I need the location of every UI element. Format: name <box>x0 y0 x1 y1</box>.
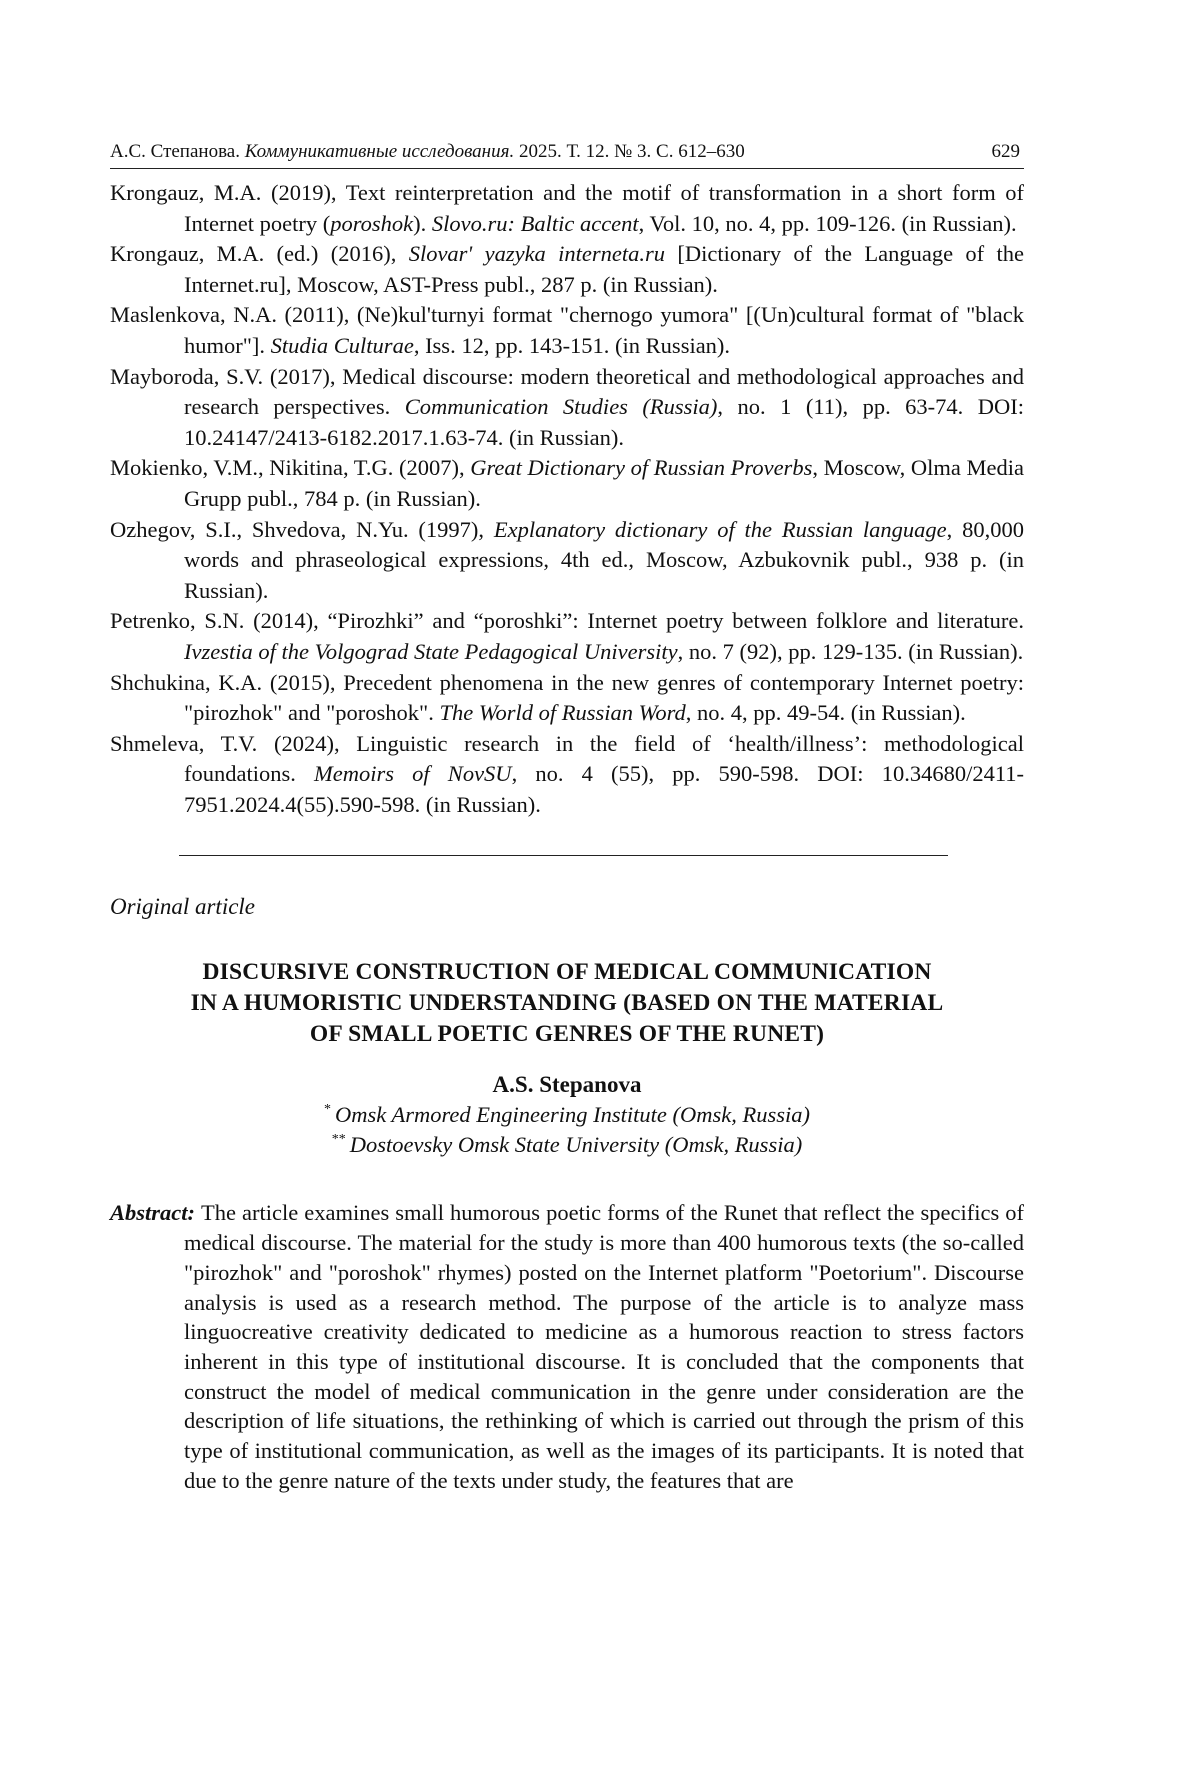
reference-italic: poroshok <box>330 210 414 236</box>
reference-item <box>110 178 1024 239</box>
reference-item <box>110 515 1024 607</box>
affiliation <box>110 1100 1024 1130</box>
reference-text: , 80,000 words and phraseological expressions, 4th ed., Moscow, Azbukovnik publ., 938 p. (in Russian). <box>184 516 1024 603</box>
reference-text: Maslenkova, N.A. (2011), (Ne)kul'turnyi format "chernogo yumora" [(Un)cultural format of "black humor"]. <box>110 302 1024 358</box>
running-head-citation <box>110 140 745 164</box>
reference-text: Krongauz, M.A. (2019), Text reinterpretation and the motif of transformation in a short form of Internet poetry ( <box>110 180 1024 236</box>
reference-source: Studia Culturae <box>270 332 414 358</box>
affiliation <box>110 1130 1024 1160</box>
reference-item <box>110 729 1024 821</box>
title-line: IN A HUMORISTIC UNDERSTANDING (BASED ON THE MATERIAL <box>190 990 944 1017</box>
affiliation-text: Omsk Armored Engineering Institute (Omsk, Russia) <box>335 1102 810 1128</box>
reference-text: Mokienko, V.M., Nikitina, T.G. (2007), <box>110 455 471 481</box>
reference-item <box>110 300 1024 361</box>
reference-item <box>110 606 1024 667</box>
running-head <box>110 140 1024 169</box>
running-head-author: А.С. Степанова. <box>110 141 240 162</box>
journal-page <box>110 140 1024 1496</box>
reference-source: The World of Russian Word <box>439 700 686 726</box>
reference-text: Krongauz, M.A. (ed.) (2016), <box>110 241 409 267</box>
reference-source: Memoirs of NovSU <box>314 761 512 787</box>
running-head-journal: Коммуникативные исследования. <box>244 141 515 162</box>
abstract-text: The article examines small humorous poetic forms of the Runet that reflect the specifics of medical discourse. The material for the study is more than 400 humorous texts (the so-called "pirozhok" and "poroshok" rhymes) posted on the Internet platform "Poetorium". Discourse analysis is used as a research method. The purpose of the article is to analyze mass linguocreative creativity dedicated to medicine as a humorous reaction to stress factors inherent in this type of institutional discourse. It is concluded that the components that construct the model of medical communication in the genre under consideration are the description of life situations, the rethinking of which is carried out through the prism of this type of institutional communication, as well as the images of its participants. It is noted that due to the genre nature of the texts under study, the features that are <box>184 1200 1024 1493</box>
section-divider <box>179 855 948 856</box>
reference-text: , no. 4 (55), pp. 590-598. DOI: 10.34680/2411-7951.2024.4(55).590-598. (in Russian). <box>184 761 1024 817</box>
reference-text: [Dictionary of the Language of the Internet.ru], Moscow, AST-Press publ., 287 p. (in Russian). <box>184 241 1024 297</box>
reference-text: , Moscow, Olma Media Grupp publ., 784 p. (in Russian). <box>184 455 1024 511</box>
reference-source: Slovo.ru: Baltic accent <box>431 210 639 236</box>
reference-item <box>110 362 1024 454</box>
running-head-details: 2025. Т. 12. № 3. С. 612–630 <box>518 141 745 162</box>
affiliation-text: Dostoevsky Omsk State University (Omsk, Russia) <box>349 1132 803 1158</box>
reference-item <box>110 453 1024 514</box>
title-line: DISCURSIVE CONSTRUCTION OF MEDICAL COMMUNICATION <box>202 959 932 986</box>
article-type: Original article <box>110 894 256 920</box>
reference-source: Slovar' yazyka interneta.ru <box>408 241 666 267</box>
reference-text: , no. 4, pp. 49-54. (in Russian). <box>685 700 966 726</box>
title-line: OF SMALL POETIC GENRES OF THE RUNET) <box>309 1021 825 1048</box>
abstract-label: Abstract: <box>110 1200 196 1226</box>
reference-list <box>110 178 1024 820</box>
reference-source: Communication Studies (Russia) <box>404 394 718 420</box>
page-number: 629 <box>991 141 1020 162</box>
reference-text: Ozhegov, S.I., Shvedova, N.Yu. (1997), <box>110 516 494 542</box>
reference-text: , no. 7 (92), pp. 129-135. (in Russian). <box>677 638 1024 664</box>
reference-text: ). <box>413 210 432 236</box>
reference-source: Ivzestia of the Volgograd State Pedagogical University <box>184 638 678 664</box>
reference-source: Explanatory dictionary of the Russian language <box>493 516 947 542</box>
affiliation-mark: * <box>324 1102 332 1118</box>
reference-item <box>110 668 1024 729</box>
author-name: A.S. Stepanova <box>492 1072 642 1098</box>
reference-item <box>110 239 1024 300</box>
reference-source: Great Dictionary of Russian Proverbs <box>470 455 813 481</box>
reference-text: Shchukina, K.A. (2015), Precedent phenomena in the new genres of contemporary Internet poetry: "pirozhok" and "poroshok". <box>110 669 1024 726</box>
affiliation-mark: ** <box>331 1132 346 1148</box>
abstract <box>110 1198 1024 1495</box>
reference-text: , Vol. 10, no. 4, pp. 109-126. (in Russian). <box>638 210 1017 236</box>
reference-text: Petrenko, S.N. (2014), “Pirozhki” and “poroshki”: Internet poetry between folklore and literature. <box>110 608 1024 634</box>
reference-text: Mayboroda, S.V. (2017), Medical discourse: modern theoretical and methodological approaches and research perspectives. <box>110 363 1024 420</box>
article-title <box>110 957 1024 1050</box>
reference-text: Shmeleva, T.V. (2024), Linguistic research in the field of ‘health/illness’: methodological foundations. <box>110 730 1024 787</box>
reference-text: , Iss. 12, pp. 143-151. (in Russian). <box>413 332 731 358</box>
reference-text: , no. 1 (11), pp. 63-74. DOI: 10.24147/2413-6182.2017.1.63-74. (in Russian). <box>184 394 1024 450</box>
